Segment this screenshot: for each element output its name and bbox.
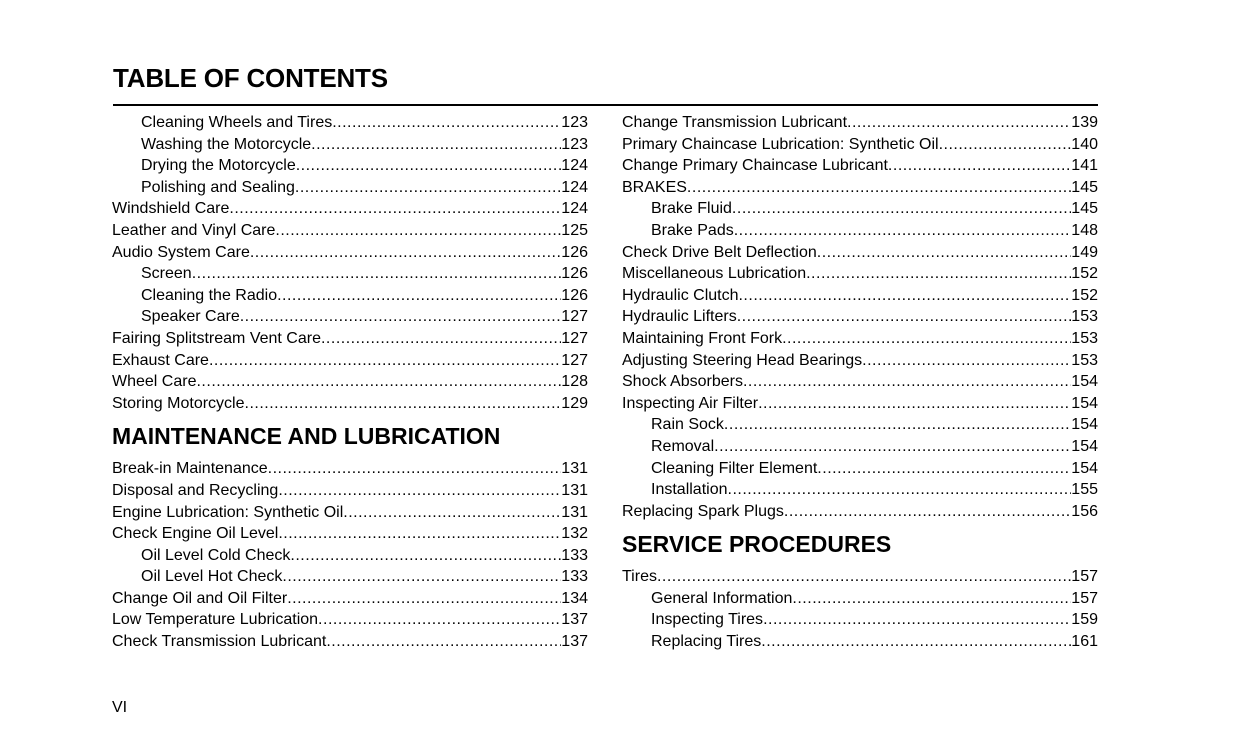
toc-entry-title: Inspecting Tires — [651, 611, 764, 629]
toc-entry-page-number: 131 — [561, 481, 588, 499]
toc-entry-page-number: 153 — [1071, 351, 1098, 369]
toc-entry-page-number: 127 — [561, 351, 588, 369]
toc-entry-page-number: 127 — [561, 308, 588, 326]
dot-leader — [817, 458, 1071, 480]
toc-entry-title: Engine Lubrication: Synthetic Oil — [112, 503, 344, 521]
toc-entry-page-number: 131 — [561, 460, 588, 478]
toc-entry-inspecting-air-filter[interactable] — [622, 393, 1098, 415]
toc-entry-page-number: 124 — [561, 200, 588, 218]
toc-entry-page-number: 157 — [1071, 568, 1098, 586]
dot-leader — [295, 177, 561, 199]
toc-entry-page-number: 133 — [561, 546, 588, 564]
dot-leader — [209, 350, 561, 372]
toc-entry-exhaust-care[interactable] — [112, 350, 588, 372]
toc-entry-title: Windshield Care — [112, 200, 230, 218]
toc-entry-title: Break-in Maintenance — [112, 460, 268, 478]
dot-leader — [847, 112, 1071, 134]
toc-entry-title: Exhaust Care — [112, 351, 209, 369]
toc-entry-page-number: 139 — [1071, 114, 1098, 131]
toc-entry-title: Fairing Splitstream Vent Care — [112, 329, 321, 347]
toc-entry-drying-the-motorcycle[interactable] — [112, 155, 588, 177]
toc-entry-disposal-and-recycling[interactable] — [112, 480, 588, 502]
toc-entry-wheel-care[interactable] — [112, 371, 588, 393]
toc-entry-page-number: 153 — [1071, 329, 1098, 347]
toc-entry-hydraulic-clutch[interactable] — [622, 285, 1098, 307]
toc-entry-brake-pads[interactable] — [622, 220, 1098, 242]
toc-entry-oil-level-cold-check[interactable] — [112, 545, 588, 567]
toc-entry-page-number: 152 — [1071, 265, 1098, 283]
toc-entry-page-number: 137 — [561, 611, 588, 629]
toc-entry-title: Tires — [622, 568, 657, 586]
toc-entry-page-number: 141 — [1071, 157, 1098, 175]
toc-entry-page-number: 159 — [1071, 611, 1098, 629]
toc-entry-title: Drying the Motorcycle — [141, 157, 296, 175]
toc-entry-brakes[interactable] — [622, 177, 1098, 199]
toc-entry-title: Change Oil and Oil Filter — [112, 589, 288, 607]
dot-leader — [737, 306, 1072, 328]
toc-entry-brake-fluid[interactable] — [622, 198, 1098, 220]
toc-entry-replacing-spark-plugs[interactable] — [622, 501, 1098, 523]
toc-entry-title: Screen — [141, 265, 192, 283]
dot-leader — [343, 502, 561, 524]
toc-entry-page-number: 126 — [561, 286, 588, 304]
dot-leader — [782, 328, 1071, 350]
dot-leader — [311, 134, 561, 156]
toc-entry-removal[interactable] — [622, 436, 1098, 458]
toc-entry-page-number: 152 — [1071, 286, 1098, 304]
toc-entry-low-temperature-lubrication[interactable] — [112, 609, 588, 631]
toc-entry-check-drive-belt-deflection[interactable] — [622, 242, 1098, 264]
title-divider — [113, 104, 1098, 106]
toc-entry-title: Cleaning the Radio — [141, 286, 278, 304]
dot-leader — [743, 371, 1071, 393]
toc-entry-cleaning-filter-element[interactable] — [622, 458, 1098, 480]
toc-entry-maintaining-front-fork[interactable] — [622, 328, 1098, 350]
dot-leader — [275, 220, 561, 242]
toc-entry-title: Low Temperature Lubrication — [112, 611, 319, 629]
toc-entry-page-number: 154 — [1071, 459, 1098, 477]
toc-entry-page-number: 126 — [561, 265, 588, 283]
toc-entry-speaker-care[interactable] — [112, 306, 588, 328]
dot-leader — [278, 480, 561, 502]
toc-entry-engine-lubrication-synthetic-oil[interactable] — [112, 502, 588, 524]
page-number: VI — [112, 699, 128, 716]
dot-leader — [761, 631, 1071, 653]
toc-entry-change-primary-chaincase-lubricant[interactable] — [622, 155, 1098, 177]
dot-leader — [806, 263, 1071, 285]
toc-entry-page-number: 124 — [561, 157, 588, 175]
toc-entry-page-number: 145 — [1071, 178, 1098, 196]
toc-entry-title: Hydraulic Lifters — [622, 308, 737, 326]
toc-entry-page-number: 126 — [561, 243, 588, 261]
toc-entry-title: Removal — [651, 437, 715, 455]
dot-leader — [784, 501, 1071, 523]
toc-entry-title: Oil Level Cold Check — [141, 546, 291, 564]
toc-entry-title: Disposal and Recycling — [112, 481, 279, 499]
dot-leader — [332, 112, 561, 134]
toc-entry-tires[interactable] — [622, 566, 1098, 588]
toc-entry-hydraulic-lifters[interactable] — [622, 306, 1098, 328]
page-title: TABLE OF CONTENTS — [113, 63, 388, 93]
toc-entry-title: Speaker Care — [141, 308, 240, 326]
dot-leader — [245, 393, 562, 415]
toc-entry-storing-motorcycle[interactable] — [112, 393, 588, 415]
section-heading-service-procedures: SERVICE PROCEDURES — [622, 531, 892, 558]
toc-entry-page-number: 128 — [561, 373, 588, 391]
toc-entry-title: Check Engine Oil Level — [112, 525, 279, 543]
dot-leader — [321, 328, 561, 350]
toc-entry-leather-and-vinyl-care[interactable] — [112, 220, 588, 242]
toc-entry-shock-absorbers[interactable] — [622, 371, 1098, 393]
toc-entry-page-number: 154 — [1071, 437, 1098, 455]
toc-entry-title: Polishing and Sealing — [141, 178, 295, 196]
dot-leader — [758, 393, 1071, 415]
dot-leader — [734, 220, 1072, 242]
toc-entry-page-number: 133 — [561, 568, 588, 586]
toc-entry-title: Adjusting Steering Head Bearings — [622, 351, 863, 369]
toc-entry-page-number: 157 — [1071, 589, 1098, 607]
toc-entry-washing-the-motorcycle[interactable] — [112, 134, 588, 156]
toc-entry-installation[interactable] — [622, 479, 1098, 501]
toc-entry-change-transmission-lubricant[interactable] — [622, 112, 1098, 134]
dot-leader — [326, 631, 561, 653]
toc-entry-page-number: 161 — [1071, 633, 1098, 651]
toc-entry-cleaning-the-radio[interactable] — [112, 285, 588, 307]
dot-leader — [192, 263, 562, 285]
toc-entry-title: Check Drive Belt Deflection — [622, 243, 817, 261]
toc-entry-check-transmission-lubricant[interactable] — [112, 631, 588, 653]
dot-leader — [888, 155, 1071, 177]
toc-entry-screen[interactable] — [112, 263, 588, 285]
toc-entry-page-number: 132 — [561, 525, 588, 543]
dot-leader — [296, 155, 562, 177]
toc-entry-title: Inspecting Air Filter — [622, 394, 759, 412]
toc-entry-title: Miscellaneous Lubrication — [622, 265, 807, 283]
toc-entry-adjusting-steering-head-bearings[interactable] — [622, 350, 1098, 372]
toc-entry-page-number: 131 — [561, 503, 588, 521]
toc-entry-page-number: 148 — [1071, 221, 1098, 239]
dot-leader — [278, 523, 561, 545]
toc-entry-page-number: 153 — [1071, 308, 1098, 326]
toc-entry-title: Leather and Vinyl Care — [112, 221, 276, 239]
toc-entry-title: Brake Fluid — [651, 200, 732, 218]
toc-right-column — [622, 112, 1098, 653]
toc-entry-title: Oil Level Hot Check — [141, 568, 283, 586]
dot-leader — [738, 285, 1071, 307]
toc-entry-page-number: 149 — [1071, 243, 1098, 261]
toc-entry-title: Brake Pads — [651, 221, 734, 239]
toc-entry-polishing-and-sealing[interactable] — [112, 177, 588, 199]
toc-entry-title: Primary Chaincase Lubrication: Synthetic Oil — [622, 135, 939, 153]
toc-entry-page-number: 137 — [561, 633, 588, 651]
toc-entry-title: Cleaning Filter Element — [651, 459, 818, 477]
toc-entry-miscellaneous-lubrication[interactable] — [622, 263, 1098, 285]
dot-leader — [792, 588, 1071, 610]
toc-entry-break-in-maintenance[interactable] — [112, 458, 588, 480]
dot-leader — [196, 371, 561, 393]
toc-entry-title: Audio System Care — [112, 243, 250, 261]
dot-leader — [724, 414, 1071, 436]
dot-leader — [268, 458, 562, 480]
toc-entry-replacing-tires[interactable] — [622, 631, 1098, 653]
toc-entry-title: Wheel Care — [112, 373, 197, 391]
dot-leader — [862, 350, 1071, 372]
toc-entry-page-number: 156 — [1071, 502, 1098, 520]
toc-entry-title: Cleaning Wheels and Tires — [141, 114, 333, 131]
toc-entry-page-number: 127 — [561, 329, 588, 347]
dot-leader — [240, 306, 562, 328]
toc-entry-title: General Information — [651, 589, 793, 607]
toc-entry-title: Replacing Tires — [651, 633, 762, 651]
toc-entry-windshield-care[interactable] — [112, 198, 588, 220]
dot-leader — [714, 436, 1071, 458]
toc-entry-title: BRAKES — [622, 178, 687, 196]
toc-entry-page-number: 123 — [561, 135, 588, 153]
dot-leader — [763, 609, 1071, 631]
dot-leader — [229, 198, 561, 220]
toc-entry-page-number: 129 — [561, 394, 588, 412]
toc-entry-title: Installation — [651, 481, 728, 499]
dot-leader — [318, 609, 561, 631]
dot-leader — [287, 588, 561, 610]
toc-entry-title: Replacing Spark Plugs — [622, 502, 784, 520]
toc-entry-title: Hydraulic Clutch — [622, 286, 739, 304]
toc-entry-check-engine-oil-level[interactable] — [112, 523, 588, 545]
dot-leader — [277, 285, 561, 307]
toc-entry-fairing-splitstream-vent-care[interactable] — [112, 328, 588, 350]
toc-entry-page-number: 125 — [561, 221, 588, 239]
toc-left-column — [112, 112, 588, 653]
toc-entry-title: Change Transmission Lubricant — [622, 114, 848, 131]
dot-leader — [817, 242, 1072, 264]
toc-entry-page-number: 140 — [1071, 135, 1098, 153]
dot-leader — [657, 566, 1071, 588]
toc-entry-page-number: 134 — [561, 589, 588, 607]
toc-entry-page-number: 124 — [561, 178, 588, 196]
toc-entry-title: Shock Absorbers — [622, 373, 743, 391]
toc-entry-page-number: 154 — [1071, 416, 1098, 434]
dot-leader — [282, 566, 561, 588]
toc-entry-change-oil-and-oil-filter[interactable] — [112, 588, 588, 610]
toc-entry-page-number: 123 — [561, 114, 588, 131]
toc-entry-audio-system-care[interactable] — [112, 242, 588, 264]
toc-entry-general-information[interactable] — [622, 588, 1098, 610]
dot-leader — [687, 177, 1071, 199]
toc-entry-title: Rain Sock — [651, 416, 724, 434]
toc-entry-cleaning-wheels-and-tires[interactable] — [112, 112, 588, 134]
toc-entry-title: Maintaining Front Fork — [622, 329, 783, 347]
toc-entry-primary-chaincase-lubrication-synthetic-oil[interactable] — [622, 134, 1098, 156]
toc-entry-page-number: 154 — [1071, 394, 1098, 412]
dot-leader — [290, 545, 561, 567]
toc-entry-page-number: 155 — [1071, 481, 1098, 499]
dot-leader — [939, 134, 1072, 156]
section-heading-maintenance-and-lubrication: MAINTENANCE AND LUBRICATION — [112, 423, 501, 450]
toc-entry-page-number: 154 — [1071, 373, 1098, 391]
toc-entry-oil-level-hot-check[interactable] — [112, 566, 588, 588]
toc-entry-rain-sock[interactable] — [622, 414, 1098, 436]
dot-leader — [728, 479, 1072, 501]
toc-entry-title: Check Transmission Lubricant — [112, 633, 327, 651]
toc-entry-title: Change Primary Chaincase Lubricant — [622, 157, 888, 175]
toc-entry-title: Washing the Motorcycle — [141, 135, 312, 153]
dot-leader — [250, 242, 561, 264]
toc-entry-page-number: 145 — [1071, 200, 1098, 218]
dot-leader — [732, 198, 1071, 220]
toc-entry-title: Storing Motorcycle — [112, 394, 245, 412]
toc-entry-inspecting-tires[interactable] — [622, 609, 1098, 631]
